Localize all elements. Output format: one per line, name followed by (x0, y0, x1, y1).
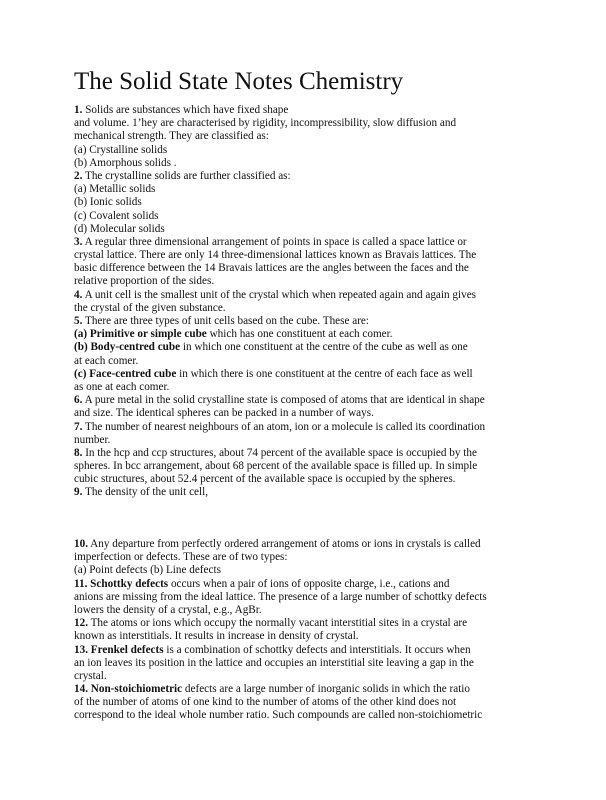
text-line (74, 394, 536, 407)
text-line (74, 249, 536, 262)
text-line (74, 486, 536, 499)
text-line (74, 328, 536, 341)
text-span: correspond to the ideal whole number ratio. Such compounds are called non-stoichiometric (74, 709, 483, 722)
text-span: basic difference between the 14 Bravais lattices are the angles between the faces and the (74, 262, 469, 275)
text-line (74, 315, 536, 328)
text-line (74, 696, 536, 709)
term-label: (b) Body-centred cube (74, 341, 181, 354)
text-line (74, 473, 536, 486)
text-span: imperfection or defects. These are of two types: (74, 551, 288, 564)
term-label: 14. Non-stoichiometric (74, 683, 183, 696)
text-line (74, 630, 536, 643)
notes-block-2 (74, 538, 536, 723)
text-span: (b) Amorphous solids . (74, 156, 177, 169)
text-line (74, 275, 536, 288)
text-line (74, 236, 536, 249)
text-span: A unit cell is the smallest unit of the crystal which when repeated again and again gives (82, 288, 477, 301)
text-span: number. (74, 433, 111, 446)
text-span: lowers the density of a crystal, e.g., AgBr. (74, 603, 262, 616)
item-number: 3. (74, 235, 83, 248)
text-line (74, 551, 536, 564)
text-span: in which one constituent at the centre of the cube as well as one (180, 341, 468, 354)
text-span: cubic structures, about 52.4 percent of the available space is occupied by the spheres. (74, 473, 456, 486)
term-label: (c) Face-centred cube (74, 367, 177, 380)
text-line (74, 644, 536, 657)
text-line (74, 434, 536, 447)
text-span: (b) Ionic solids (74, 196, 142, 209)
text-line (74, 289, 536, 302)
text-line (74, 709, 536, 722)
text-span: The crystalline solids are further classified as: (82, 169, 291, 182)
text-span: and size. The identical spheres can be packed in a number of ways. (74, 407, 374, 420)
text-span: There are three types of unit cells based on the cube. These are: (82, 315, 370, 327)
text-line (74, 657, 536, 670)
text-span: A regular three dimensional arrangement of points in space is called a space lattice or (82, 235, 467, 248)
text-span: Solids are substances which have fixed shape (82, 104, 289, 116)
text-span: known as interstitials. It results in increase in density of crystal. (74, 630, 359, 643)
text-span: anions are missing from the ideal lattice. The presence of a large number of schottky defects (74, 590, 487, 603)
text-span: (a) Crystalline solids (74, 143, 168, 156)
text-line (74, 183, 536, 196)
page-title: The Solid State Notes Chemistry (74, 68, 404, 95)
text-span: at each comer. (74, 354, 139, 367)
text-span: The number of nearest neighbours of an atom, ion or a molecule is called its coordination (82, 420, 486, 433)
text-line (74, 355, 536, 368)
text-span: (d) Molecular solids (74, 222, 165, 235)
text-line (74, 117, 536, 130)
text-span: In the hcp and ccp structures, about 74 percent of the available space is occupied by the (82, 446, 477, 459)
item-number: 10. (74, 538, 88, 550)
text-line (74, 447, 536, 460)
text-span: The atoms or ions which occupy the normally vacant interstitial sites in a crystal are (87, 617, 468, 630)
text-line (74, 578, 536, 591)
term-label: 11. Schottky defects (74, 577, 169, 590)
text-line (74, 210, 536, 223)
text-line (74, 591, 536, 604)
text-line (74, 604, 536, 617)
text-line (74, 262, 536, 275)
text-span: A pure metal in the solid crystalline state is composed of atoms that are identical in shape (82, 394, 485, 407)
text-span: (a) Metallic solids (74, 183, 156, 196)
text-span: in which there is one constituent at the centre of each face as well (176, 367, 473, 380)
text-span: mechanical strength. They are classified as: (74, 130, 269, 143)
text-line (74, 421, 536, 434)
item-number: 4. (74, 288, 83, 301)
text-line (74, 196, 536, 209)
notes-block-1 (74, 104, 536, 500)
item-number: 2. (74, 169, 83, 182)
text-span: crystal. (74, 669, 107, 682)
text-span: occurs when a pair of ions of opposite charge, i.e., cations and (168, 577, 450, 590)
text-line (74, 460, 536, 473)
text-span: spheres. In bcc arrangement, about 68 percent of the available space is filled up. In simple (74, 460, 478, 473)
text-span: the crystal of the given substance. (74, 301, 226, 314)
text-line (74, 670, 536, 683)
term-label: (a) Primitive or simple cube (74, 328, 207, 341)
text-line (74, 130, 536, 143)
text-line (74, 104, 536, 117)
text-span: crystal lattice. There are only 14 three-dimensional lattices known as Bravais lattices. The (74, 249, 477, 262)
item-number: 1. (74, 104, 83, 116)
term-label: 13. Frenkel defects (74, 643, 164, 656)
text-span: (c) Covalent solids (74, 209, 159, 222)
text-span: as one at each comer. (74, 380, 170, 393)
text-line (74, 407, 536, 420)
text-span: is a combination of schottky defects and interstitials. It occurs when (163, 643, 471, 656)
item-number: 8. (74, 446, 83, 459)
text-line (74, 564, 536, 577)
text-span: of the number of atoms of one kind to the number of atoms of the other kind does not (74, 696, 457, 709)
text-span: an ion leaves its position in the lattice and occupies an interstitial site leaving a gap in the (74, 656, 474, 669)
text-span: (a) Point defects (b) Line defects (74, 564, 221, 577)
text-line (74, 144, 536, 157)
text-line (74, 170, 536, 183)
item-number: 12. (74, 617, 88, 630)
text-line (74, 341, 536, 354)
text-line (74, 683, 536, 696)
text-span: Any departure from perfectly ordered arrangement of atoms or ions in crystals is called (87, 538, 481, 550)
text-line (74, 617, 536, 630)
item-number: 7. (74, 420, 83, 433)
text-line (74, 223, 536, 236)
item-number: 6. (74, 394, 83, 407)
text-span: and volume. 1’hey are characterised by rigidity, incompressibility, slow diffusion and (74, 117, 457, 130)
item-number: 9. (74, 486, 83, 499)
text-span: The density of the unit cell, (82, 486, 209, 499)
text-span: defects are a large number of inorganic solids in which the ratio (182, 683, 471, 696)
item-number: 5. (74, 315, 83, 327)
text-span: which has one constituent at each comer. (206, 328, 393, 341)
text-line (74, 302, 536, 315)
text-line (74, 381, 536, 394)
text-line (74, 538, 536, 551)
text-line (74, 157, 536, 170)
text-line (74, 368, 536, 381)
text-span: relative proportion of the sides. (74, 275, 215, 288)
